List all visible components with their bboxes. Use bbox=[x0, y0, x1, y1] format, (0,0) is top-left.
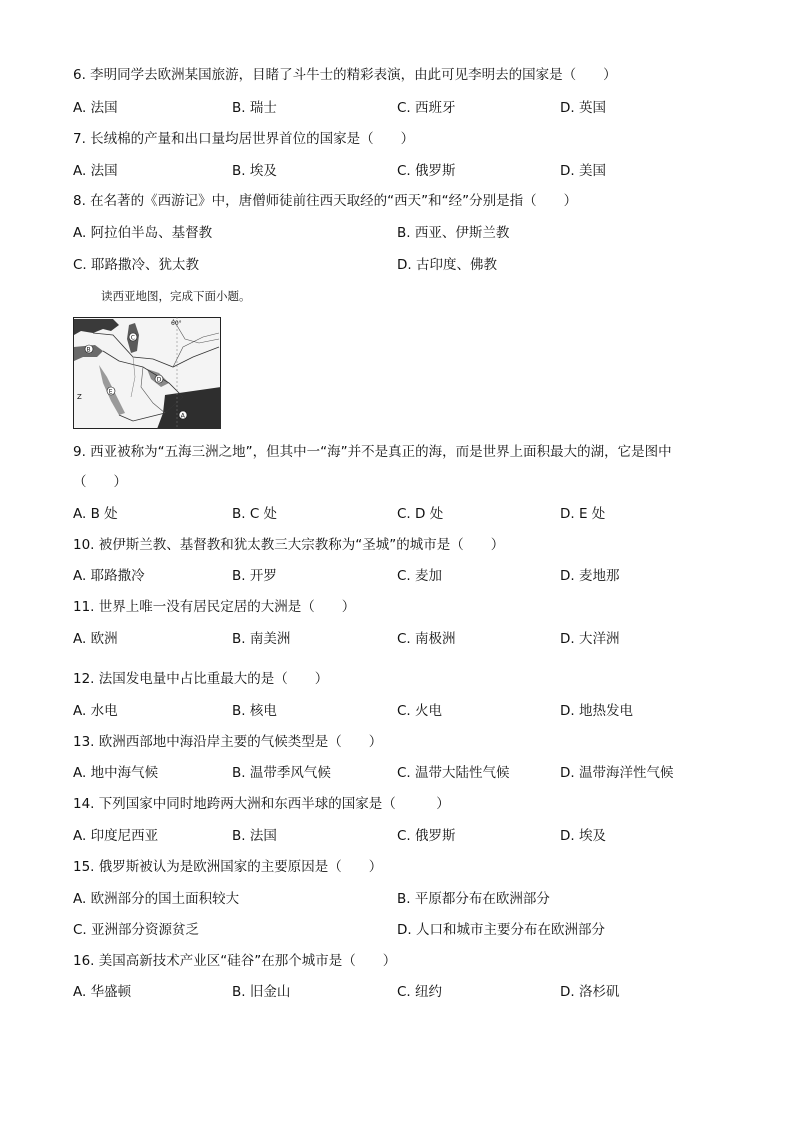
q12-option-c: C. 火电 bbox=[397, 703, 443, 719]
question-12-stem: 12. 法国发电量中占比重最大的是（ ） bbox=[73, 671, 329, 687]
q10-option-c: C. 麦加 bbox=[397, 568, 443, 584]
q10-option-b: B. 开罗 bbox=[232, 568, 277, 584]
question-9-stem-line1: 9. 西亚被称为“五海三洲之地”，但其中一“海”并不是真正的海，而是世界上面积最大的湖，它是图中 bbox=[73, 444, 672, 460]
q16-option-d: D. 洛杉矶 bbox=[560, 984, 620, 1000]
west-asia-map bbox=[73, 317, 221, 429]
q12-option-a: A. 水电 bbox=[73, 703, 118, 719]
q9-option-b: B. C 处 bbox=[232, 506, 278, 522]
q14-option-b: B. 法国 bbox=[232, 828, 277, 844]
map-label-b: B bbox=[86, 346, 91, 354]
q12-option-d: D. 地热发电 bbox=[560, 703, 633, 719]
q16-option-b: B. 旧金山 bbox=[232, 984, 291, 1000]
q13-option-d: D. 温带海洋性气候 bbox=[560, 765, 674, 781]
map-label-d: D bbox=[156, 376, 162, 384]
q14-option-a: A. 印度尼西亚 bbox=[73, 828, 159, 844]
question-14-stem: 14. 下列国家中同时地跨两大洲和东西半球的国家是（ ） bbox=[73, 796, 450, 812]
q6-option-a: A. 法国 bbox=[73, 100, 118, 116]
q15-option-b: B. 平原都分布在欧洲部分 bbox=[397, 891, 550, 907]
question-6-stem: 6. 李明同学去欧洲某国旅游，目睹了斗牛士的精彩表演，由此可见李明去的国家是（ ） bbox=[73, 67, 617, 83]
q9-option-a: A. B 处 bbox=[73, 506, 118, 522]
question-7-stem: 7. 长绒棉的产量和出口量均居世界首位的国家是（ ） bbox=[73, 131, 415, 147]
map-label-e: E bbox=[108, 388, 113, 396]
q14-option-d: D. 埃及 bbox=[560, 828, 606, 844]
q13-option-b: B. 温带季风气候 bbox=[232, 765, 331, 781]
q13-option-c: C. 温带大陆性气候 bbox=[397, 765, 510, 781]
question-8-stem: 8. 在名著的《西游记》中，唐僧师徒前往西天取经的“西天”和“经”分别是指（ ） bbox=[73, 193, 578, 209]
q16-option-c: C. 纽约 bbox=[397, 984, 443, 1000]
map-degree-label: 60° bbox=[171, 320, 182, 327]
q11-option-c: C. 南极洲 bbox=[397, 631, 456, 647]
q9-option-d: D. E 处 bbox=[560, 506, 606, 522]
q9-option-c: C. D 处 bbox=[397, 506, 444, 522]
q11-option-a: A. 欧洲 bbox=[73, 631, 118, 647]
q6-option-c: C. 西班牙 bbox=[397, 100, 456, 116]
map-label-z: Z bbox=[77, 393, 82, 401]
q6-option-d: D. 英国 bbox=[560, 100, 606, 116]
q15-option-c: C. 亚洲部分资源贫乏 bbox=[73, 922, 200, 938]
q14-option-c: C. 俄罗斯 bbox=[397, 828, 456, 844]
map-label-c: C bbox=[130, 334, 136, 342]
question-13-stem: 13. 欧洲西部地中海沿岸主要的气候类型是（ ） bbox=[73, 734, 383, 750]
q16-option-a: A. 华盛顿 bbox=[73, 984, 132, 1000]
q6-option-b: B. 瑞士 bbox=[232, 100, 277, 116]
q8-option-a: A. 阿拉伯半岛、基督教 bbox=[73, 225, 213, 241]
q13-option-a: A. 地中海气候 bbox=[73, 765, 159, 781]
q8-option-d: D. 古印度、佛教 bbox=[397, 257, 497, 273]
q10-option-d: D. 麦地那 bbox=[560, 568, 620, 584]
q12-option-b: B. 核电 bbox=[232, 703, 277, 719]
map-label-a: A bbox=[180, 412, 185, 420]
q15-option-a: A. 欧洲部分的国土面积较大 bbox=[73, 891, 240, 907]
question-16-stem: 16. 美国高新技术产业区“硅谷”在那个城市是（ ） bbox=[73, 953, 397, 969]
q8-option-c: C. 耶路撒冷、犹太教 bbox=[73, 257, 200, 273]
question-9-stem-line2: （ ） bbox=[73, 474, 127, 490]
map-instruction: 读西亚地图，完成下面小题。 bbox=[101, 289, 251, 303]
question-10-stem: 10. 被伊斯兰教、基督教和犹太教三大宗教称为“圣城”的城市是（ ） bbox=[73, 537, 505, 553]
q15-option-d: D. 人口和城市主要分布在欧洲部分 bbox=[397, 922, 605, 938]
q7-option-b: B. 埃及 bbox=[232, 163, 277, 179]
question-15-stem: 15. 俄罗斯被认为是欧洲国家的主要原因是（ ） bbox=[73, 859, 383, 875]
q8-option-b: B. 西亚、伊斯兰教 bbox=[397, 225, 510, 241]
q7-option-d: D. 美国 bbox=[560, 163, 606, 179]
q11-option-b: B. 南美洲 bbox=[232, 631, 291, 647]
q11-option-d: D. 大洋洲 bbox=[560, 631, 620, 647]
q7-option-a: A. 法国 bbox=[73, 163, 118, 179]
q10-option-a: A. 耶路撒冷 bbox=[73, 568, 145, 584]
question-11-stem: 11. 世界上唯一没有居民定居的大洲是（ ） bbox=[73, 599, 356, 615]
q7-option-c: C. 俄罗斯 bbox=[397, 163, 456, 179]
